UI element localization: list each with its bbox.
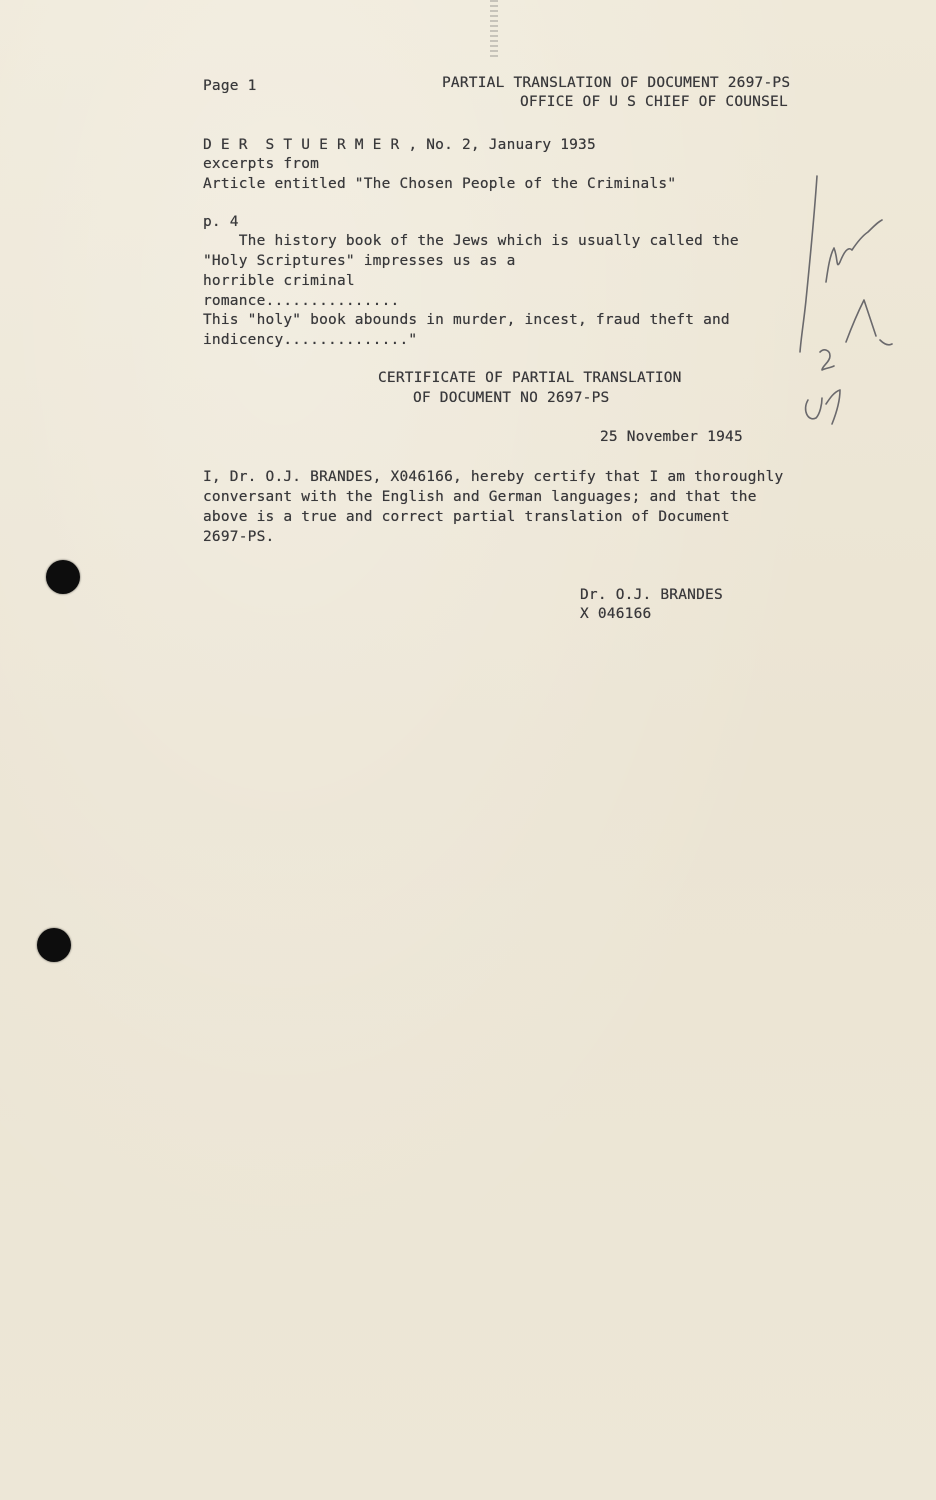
page-reference: p. 4 <box>203 214 239 230</box>
excerpt-line: indicency.............." <box>203 332 418 348</box>
excerpts-line: excerpts from <box>203 156 320 172</box>
excerpt-line: romance............... <box>203 293 400 309</box>
publication-line: D E R S T U E R M E R , No. 2, January 1935 <box>203 137 596 153</box>
certificate-heading: CERTIFICATE OF PARTIAL TRANSLATION <box>378 370 682 386</box>
certificate-body-line: above is a true and correct partial translation of Document <box>203 509 730 525</box>
signature-name: Dr. O.J. BRANDES <box>580 587 723 603</box>
certificate-body-line: I, Dr. O.J. BRANDES, X046166, hereby certify that I am thoroughly <box>203 469 784 485</box>
page-label: Page 1 <box>203 78 257 94</box>
excerpt-line: "Holy Scriptures" impresses us as a <box>203 253 516 269</box>
excerpt-line: The history book of the Jews which is usually called the <box>203 233 739 249</box>
certificate-body-line: conversant with the English and German languages; and that the <box>203 489 757 505</box>
excerpt-line: horrible criminal <box>203 273 355 289</box>
article-line: Article entitled "The Chosen People of the Criminals" <box>203 176 677 192</box>
certificate-heading-document: OF DOCUMENT NO 2697-PS <box>413 390 610 406</box>
office-line: OFFICE OF U S CHIEF OF COUNSEL <box>520 94 788 110</box>
excerpt-line: This "holy" book abounds in murder, incest, fraud theft and <box>203 312 730 328</box>
certificate-body-line: 2697-PS. <box>203 529 275 545</box>
signature-id: X 046166 <box>580 606 652 622</box>
document-title: PARTIAL TRANSLATION OF DOCUMENT 2697-PS <box>442 75 791 91</box>
certificate-date: 25 November 1945 <box>600 429 743 445</box>
